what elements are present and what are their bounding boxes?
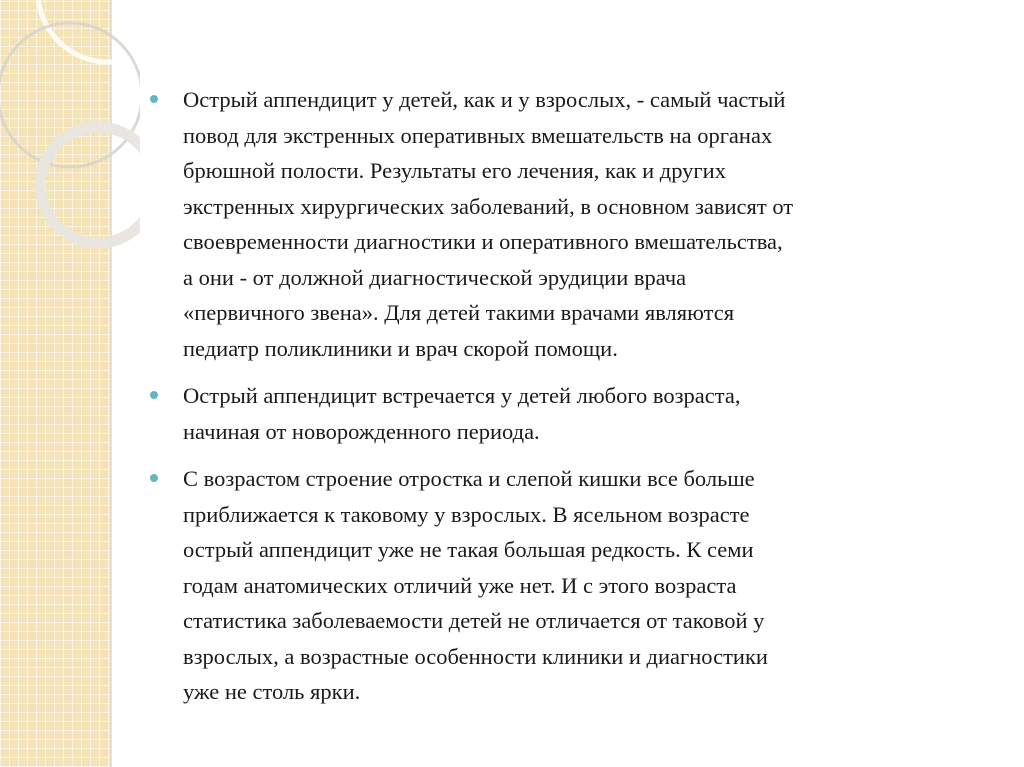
text-line: а они - от должной диагностической эрудиции врача: [183, 264, 687, 290]
text-line: Острый аппендицит встречается у детей любого возраста,: [183, 383, 741, 408]
text-line: взрослых, а возрастные особенности клиники и диагностики: [183, 643, 768, 669]
bullet-item-3: [150, 461, 970, 710]
bullet-dot-icon: [150, 391, 158, 399]
text-line: С возрастом строение отростка и слепой кишки все больше: [183, 466, 755, 491]
slide-content: [150, 82, 970, 722]
text-line: брюшной полости. Результаты его лечения, как и других: [183, 158, 726, 183]
bullet-dot-icon: [150, 95, 158, 103]
text-line: «первичного звена». Для детей такими врачами являются: [183, 300, 735, 325]
text-line: статистика заболеваемости детей не отличается от таковой у: [183, 608, 765, 633]
bullet-dot-icon: [150, 474, 158, 482]
text-line: приближается к таковому у взрослых. В ясельном возрасте: [183, 501, 750, 527]
text-line: Острый аппендицит у детей, как и у взрослых, - самый частый: [183, 87, 786, 112]
text-line: своевременности диагностики и оперативного вмешательства,: [183, 229, 783, 254]
text-line: экстренных хирургических заболеваний, в основном зависят от: [183, 193, 794, 219]
decorative-rings-icon: [0, 0, 140, 320]
bullet-item-2: [150, 378, 970, 449]
text-line: начиная от новорожденного периода.: [183, 418, 540, 444]
text-line: уже не столь ярки.: [183, 679, 361, 704]
text-line: острый аппендицит уже не такая большая редкость. К семи: [183, 537, 754, 562]
bullet-item-1: [150, 82, 970, 366]
text-line: педиатр поликлиники и врач скорой помощи.: [183, 335, 618, 361]
text-line: повод для экстренных оперативных вмешательств на органах: [183, 122, 773, 148]
text-line: годам анатомических отличий уже нет. И с этого возраста: [183, 572, 737, 598]
